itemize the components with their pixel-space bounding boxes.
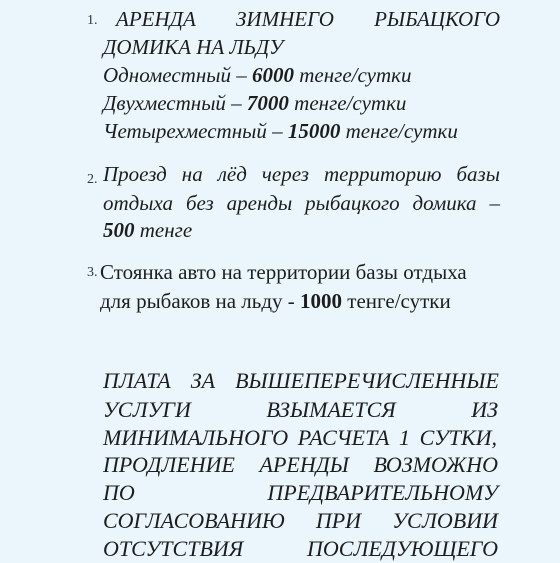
text-word: на bbox=[181, 162, 203, 186]
text-word: лёд bbox=[217, 162, 247, 186]
notice-word: АРЕНДЫ bbox=[259, 452, 349, 477]
item-number: 1. bbox=[87, 13, 98, 28]
notice-word: 1 bbox=[398, 425, 410, 450]
price-row-quad bbox=[103, 117, 458, 145]
notice-word: РАСЧЕТА bbox=[297, 425, 390, 450]
item-number: 3. bbox=[87, 265, 98, 280]
item-text-line-1: Стоянка авто на территории базы отдыха bbox=[100, 260, 467, 284]
item-text-line-2 bbox=[103, 189, 500, 217]
item-number: 2. bbox=[87, 172, 98, 187]
notice-word: ИЗ bbox=[471, 397, 498, 422]
text-word: рыбацкого bbox=[305, 191, 400, 215]
notice-line bbox=[103, 451, 498, 479]
notice-word: ПРЕДВАРИТЕЛЬНОМУ bbox=[267, 480, 498, 505]
notice-word: ВОЗМОЖНО bbox=[373, 452, 498, 477]
notice-line bbox=[103, 367, 499, 395]
text-word: домика bbox=[412, 191, 477, 215]
price-row-single bbox=[103, 61, 411, 89]
notice-word: УСЛОВИИ bbox=[392, 508, 498, 533]
price-value: 15000 bbox=[287, 119, 341, 143]
notice-word: ПО bbox=[103, 480, 135, 505]
notice-line bbox=[103, 424, 497, 452]
notice-word: МИНИМАЛЬНОГО bbox=[103, 425, 289, 450]
notice-word: УСЛУГИ bbox=[103, 397, 191, 422]
item-text-line-2 bbox=[100, 287, 451, 315]
notice-line bbox=[103, 396, 498, 424]
notice-word: ПРИ bbox=[315, 508, 362, 533]
price-label: Четырехместный – bbox=[103, 119, 288, 143]
text-word: отдыха bbox=[103, 191, 174, 215]
item-title-line-2: ДОМИКА НА ЛЬДУ bbox=[103, 35, 284, 59]
notice-line bbox=[103, 507, 498, 535]
price-value: 6000 bbox=[251, 63, 294, 87]
notice-word: ВЗЫМАЕТСЯ bbox=[266, 397, 396, 422]
price-unit: тенге/сутки bbox=[293, 63, 412, 87]
item-price-line bbox=[103, 216, 192, 244]
text-word: базы bbox=[456, 162, 500, 186]
price-label: Одноместный – bbox=[103, 63, 252, 87]
notice-line bbox=[103, 535, 498, 563]
item-text-line-1 bbox=[103, 160, 500, 188]
title-word: РЫБАЦКОГО bbox=[374, 7, 500, 31]
price-label: Двухместный – bbox=[103, 91, 247, 115]
price-unit: тенге bbox=[134, 218, 193, 242]
notice-word: ПОСЛЕДУЮЩЕГО bbox=[306, 536, 498, 561]
title-word: ЗИМНЕГО bbox=[236, 7, 334, 31]
title-word: АРЕНДА bbox=[116, 7, 196, 31]
price-unit: тенге/сутки bbox=[342, 289, 451, 313]
notice-line bbox=[103, 479, 498, 507]
price-value: 7000 bbox=[246, 91, 289, 115]
notice-word: ЗА bbox=[190, 368, 216, 393]
notice-word: СУТКИ, bbox=[419, 425, 497, 450]
price-value: 1000 bbox=[300, 289, 343, 313]
text-word: Проезд bbox=[103, 162, 167, 186]
text-word: – bbox=[489, 191, 500, 215]
notice-word: ОТСУТСТВИЯ bbox=[103, 536, 244, 561]
text-word: без bbox=[185, 191, 214, 215]
notice-word: ВЫШЕПЕРЕЧИСЛЕННЫЕ bbox=[235, 368, 499, 393]
notice-word: СОГЛАСОВАНИЮ bbox=[103, 508, 285, 533]
text-word: через bbox=[261, 162, 309, 186]
text-word: аренды bbox=[226, 191, 293, 215]
text-prefix: для рыбаков на льду - bbox=[100, 289, 301, 313]
item-title-line-1 bbox=[116, 5, 500, 33]
notice-word: ПРОДЛЕНИЕ bbox=[103, 452, 235, 477]
price-row-double bbox=[103, 89, 406, 117]
price-unit: тенге/сутки bbox=[288, 91, 407, 115]
price-value: 500 bbox=[103, 218, 135, 242]
notice-word: ПЛАТА bbox=[103, 368, 171, 393]
price-unit: тенге/сутки bbox=[340, 119, 458, 143]
text-word: территорию bbox=[323, 162, 442, 186]
